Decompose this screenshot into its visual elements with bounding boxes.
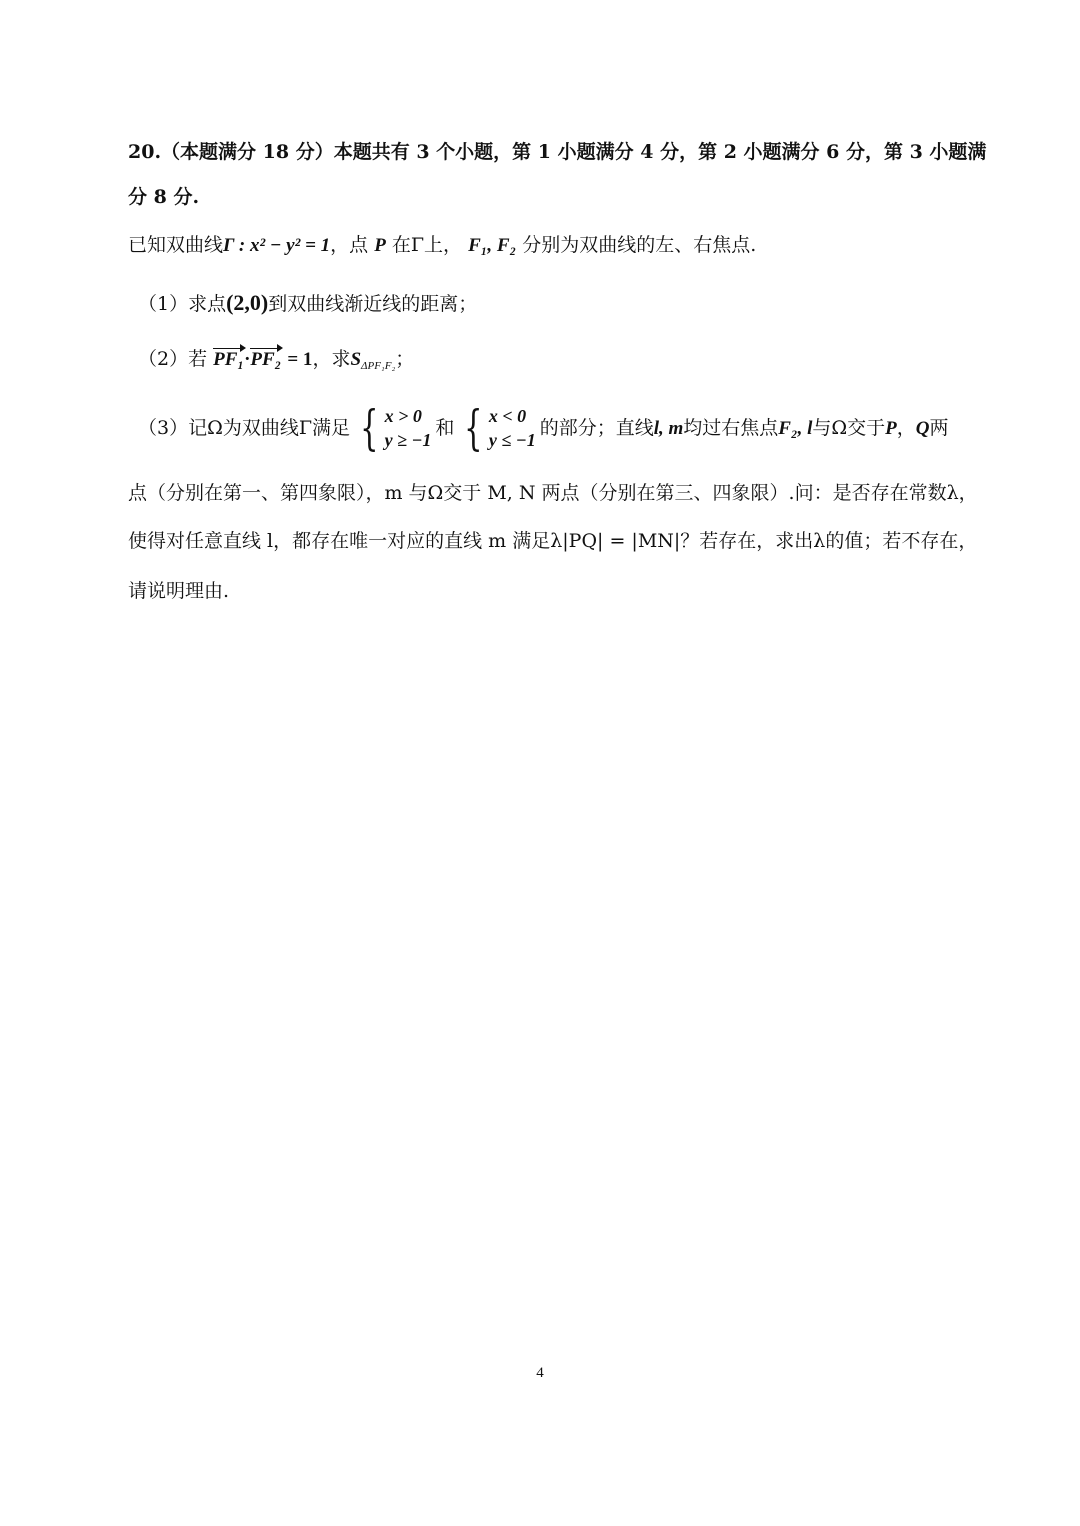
vector-pf2: PF₂ [250, 349, 282, 370]
case2-bottom: y ≤ −1 [488, 430, 536, 450]
case1-bottom: y ≥ −1 [384, 430, 432, 450]
area-symbol: S [350, 349, 362, 370]
part-1-point: (2,0) [226, 290, 269, 315]
part-3-comma: ， [896, 416, 916, 439]
focus-f2-l: F₂, l [778, 417, 813, 439]
foci-label: F₁, F₂ [468, 235, 517, 256]
part-3-line1 [138, 402, 964, 454]
point-p: P [374, 235, 386, 256]
dot-operator: · [244, 349, 251, 370]
part-2-find: ，求 [312, 348, 351, 370]
part-3-text-a: 记Ω为双曲线Γ满足 [188, 416, 351, 439]
part-2 [138, 348, 964, 372]
hyperbola-equation: Γ : x² − y² = 1 [223, 235, 331, 256]
given-on: 在Γ上， [391, 234, 463, 256]
condition-cases-1 [354, 400, 432, 456]
part-3-and: 和 [435, 416, 455, 439]
lines-lm: l, m [653, 417, 684, 439]
part-1-text-before: 求点 [188, 293, 227, 315]
part-3-text-d: 与Ω交于 [812, 416, 886, 439]
part-3-label: （3） [138, 416, 189, 439]
left-brace-icon: { [464, 400, 483, 456]
part-2-end: ； [395, 348, 415, 370]
part-2-equals: = 1 [287, 349, 313, 370]
case1-top: x > 0 [384, 406, 422, 426]
case2-top: x < 0 [488, 406, 527, 426]
part-2-if: 若 [188, 348, 208, 370]
part-3-line3: 使得对任意直线 l，都存在唯一对应的直线 m 满足λ|PQ| = |MN|？若存在，求出λ的值；若不存在， [128, 530, 978, 552]
point-q: Q [915, 417, 930, 439]
page-number: 4 [536, 1365, 544, 1381]
given-suffix: 分别为双曲线的左、右焦点. [522, 234, 757, 256]
condition-cases-2 [458, 400, 536, 456]
part-2-label: （2） [138, 348, 189, 370]
vector-pf1: PF₁ [213, 349, 245, 370]
part-3-line2: 点（分别在第一、第四象限），m 与Ω交于 M, N 两点（分别在第三、四象限）.问：是否存在常数λ， [128, 482, 978, 504]
part-3-text-c: 均过右焦点 [683, 416, 779, 439]
problem-header-line1: 20.（本题满分 18 分）本题共有 3 个小题，第 1 小题满分 4 分，第 2 小题满分 6 分，第 3 小题满 [128, 141, 987, 163]
part-1-label: （1） [138, 293, 189, 315]
part-1 [138, 292, 964, 314]
point-p-2: P [885, 417, 897, 439]
part-3-text-e: 两 [929, 416, 949, 439]
left-brace-icon: { [360, 400, 379, 456]
part-1-text-after: 到双曲线渐近线的距离； [268, 293, 478, 315]
part-3-line4: 请说明理由. [128, 580, 230, 602]
problem-given [128, 236, 954, 255]
given-prefix: 已知双曲线 [128, 234, 224, 256]
problem-header-line2: 分 8 分. [128, 186, 200, 208]
given-mid: ，点 [330, 234, 369, 256]
part-3-text-b: 的部分；直线 [539, 416, 654, 439]
area-subscript: ΔPF₁F₂ [361, 360, 396, 372]
